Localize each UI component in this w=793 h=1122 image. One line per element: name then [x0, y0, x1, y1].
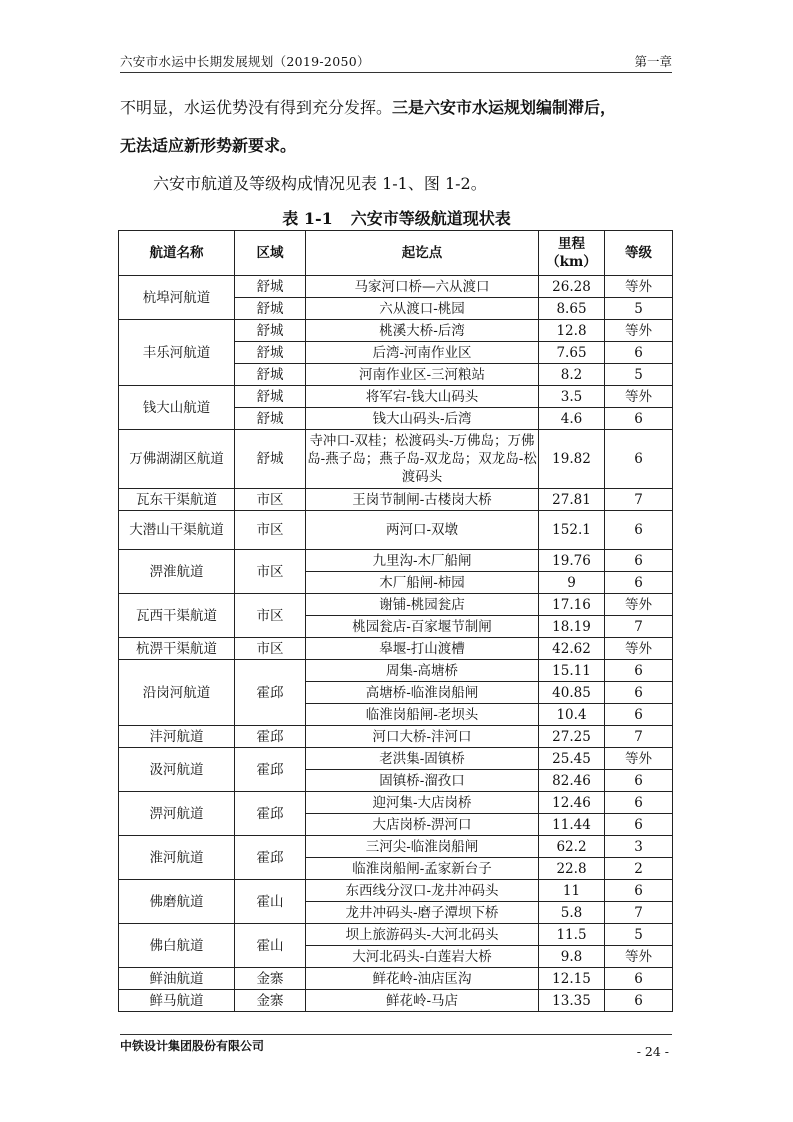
cell-route: 大河北码头-白莲岩大桥: [306, 946, 539, 968]
cell-waterway-name: 淮河航道: [119, 836, 235, 880]
cell-route: 桃园瓮店-百家堰节制闸: [306, 616, 539, 638]
cell-length: 17.16: [539, 594, 605, 616]
cell-area: 舒城: [235, 364, 306, 386]
cell-grade: 6: [605, 990, 673, 1012]
cell-length: 12.46: [539, 792, 605, 814]
cell-length: 26.28: [539, 276, 605, 298]
table-row: [119, 660, 673, 682]
table-row: [119, 792, 673, 814]
cell-length: 13.35: [539, 990, 605, 1012]
cell-route: 坝上旅游码头-大河北码头: [306, 924, 539, 946]
cell-waterway-name: 佛白航道: [119, 924, 235, 968]
cell-length: 5.8: [539, 902, 605, 924]
cell-route: 桃溪大桥-后湾: [306, 320, 539, 342]
cell-route: 后湾-河南作业区: [306, 342, 539, 364]
cell-route: 龙井冲码头-磨子潭坝下桥: [306, 902, 539, 924]
cell-length: 152.1: [539, 511, 605, 550]
cell-length: 9.8: [539, 946, 605, 968]
cell-grade: 7: [605, 726, 673, 748]
cell-route: 鲜花岭-马店: [306, 990, 539, 1012]
cell-area: 霍山: [235, 880, 306, 924]
cell-area: 舒城: [235, 320, 306, 342]
cell-length: 27.81: [539, 489, 605, 511]
cell-grade: 等外: [605, 276, 673, 298]
cell-route: 王岗节制闸-古楼岗大桥: [306, 489, 539, 511]
cell-waterway-name: 汲河航道: [119, 748, 235, 792]
table-row: [119, 489, 673, 511]
cell-length: 4.6: [539, 408, 605, 430]
cell-length: 25.45: [539, 748, 605, 770]
cell-waterway-name: 鲜马航道: [119, 990, 235, 1012]
cell-route: 九里沟-木厂船闸: [306, 550, 539, 572]
table-row: [119, 594, 673, 616]
cell-waterway-name: 淠淮航道: [119, 550, 235, 594]
footer-rule: [120, 1034, 672, 1035]
cell-route: 固镇桥-溜孜口: [306, 770, 539, 792]
cell-route: 高塘桥-临淮岗船闸: [306, 682, 539, 704]
header-route: 起讫点: [306, 231, 539, 276]
cell-route: 迎河集-大店岗桥: [306, 792, 539, 814]
cell-grade: 等外: [605, 594, 673, 616]
cell-grade: 等外: [605, 748, 673, 770]
table-caption-number: 表 1-1: [282, 209, 333, 228]
table-row: [119, 726, 673, 748]
cell-grade: 6: [605, 682, 673, 704]
cell-grade: 5: [605, 924, 673, 946]
cell-area: 舒城: [235, 342, 306, 364]
cell-grade: 6: [605, 408, 673, 430]
cell-route: 临淮岗船闸-孟家新台子: [306, 858, 539, 880]
cell-length: 82.46: [539, 770, 605, 792]
cell-grade: 等外: [605, 386, 673, 408]
cell-grade: 7: [605, 902, 673, 924]
cell-route: 皋堰-打山渡槽: [306, 638, 539, 660]
cell-grade: 5: [605, 364, 673, 386]
cell-route: 河南作业区-三河粮站: [306, 364, 539, 386]
table-row: [119, 836, 673, 858]
cell-route: 三河尖-临淮岗船闸: [306, 836, 539, 858]
header-chapter: 第一章: [634, 54, 672, 69]
cell-grade: 6: [605, 968, 673, 990]
cell-length: 8.65: [539, 298, 605, 320]
cell-length: 27.25: [539, 726, 605, 748]
page-header: [120, 48, 672, 73]
cell-area: 舒城: [235, 276, 306, 298]
cell-length: 11.5: [539, 924, 605, 946]
header-grade: 等级: [605, 231, 673, 276]
cell-grade: 等外: [605, 320, 673, 342]
table-caption-title: 六安市等级航道现状表: [350, 209, 511, 228]
header-title: 六安市水运中长期发展规划（2019-2050）: [120, 54, 370, 69]
cell-waterway-name: 淠河航道: [119, 792, 235, 836]
cell-grade: 6: [605, 660, 673, 682]
cell-route: 鲜花岭-油店匡沟: [306, 968, 539, 990]
cell-grade: 等外: [605, 946, 673, 968]
cell-area: 舒城: [235, 298, 306, 320]
cell-route: 临淮岗船闸-老坝头: [306, 704, 539, 726]
waterway-table: [118, 230, 673, 1012]
cell-waterway-name: 佛磨航道: [119, 880, 235, 924]
cell-route: 木厂船闸-柿园: [306, 572, 539, 594]
cell-route: 谢铺-桃园瓮店: [306, 594, 539, 616]
table-row: [119, 748, 673, 770]
cell-length: 18.19: [539, 616, 605, 638]
cell-length: 40.85: [539, 682, 605, 704]
table-row: [119, 638, 673, 660]
cell-length: 10.4: [539, 704, 605, 726]
cell-route: 周集-高塘桥: [306, 660, 539, 682]
cell-waterway-name: 大潜山干渠航道: [119, 511, 235, 550]
cell-area: 舒城: [235, 430, 306, 489]
cell-grade: 6: [605, 511, 673, 550]
table-row: [119, 924, 673, 946]
cell-grade: 6: [605, 770, 673, 792]
cell-length: 42.62: [539, 638, 605, 660]
cell-route: 大店岗桥-淠河口: [306, 814, 539, 836]
cell-area: 市区: [235, 489, 306, 511]
cell-grade: 6: [605, 704, 673, 726]
cell-route: 钱大山码头-后湾: [306, 408, 539, 430]
cell-grade: 6: [605, 342, 673, 364]
table-row: [119, 968, 673, 990]
cell-area: 霍邱: [235, 792, 306, 836]
cell-waterway-name: 杭淠干渠航道: [119, 638, 235, 660]
cell-area: 霍邱: [235, 748, 306, 792]
cell-length: 15.11: [539, 660, 605, 682]
cell-waterway-name: 鲜油航道: [119, 968, 235, 990]
cell-length: 11: [539, 880, 605, 902]
cell-area: 金寨: [235, 990, 306, 1012]
cell-waterway-name: 杭埠河航道: [119, 276, 235, 320]
cell-area: 舒城: [235, 408, 306, 430]
cell-area: 市区: [235, 550, 306, 594]
cell-grade: 等外: [605, 638, 673, 660]
paragraph-line-1: [120, 98, 680, 118]
cell-length: 12.15: [539, 968, 605, 990]
paragraph-bold-text: 三是六安市水运规划编制滞后，: [392, 98, 617, 117]
header-name: 航道名称: [119, 231, 235, 276]
cell-length: 12.8: [539, 320, 605, 342]
cell-length: 8.2: [539, 364, 605, 386]
cell-area: 霍邱: [235, 726, 306, 748]
table-row: [119, 430, 673, 489]
cell-route: 马家河口桥—六从渡口: [306, 276, 539, 298]
table-row: [119, 276, 673, 298]
cell-length: 19.82: [539, 430, 605, 489]
cell-waterway-name: 瓦东干渠航道: [119, 489, 235, 511]
table-row: [119, 880, 673, 902]
cell-waterway-name: 瓦西干渠航道: [119, 594, 235, 638]
table-row: [119, 320, 673, 342]
paragraph-text: 不明显，水运优势没有得到充分发挥。: [120, 98, 393, 117]
table-caption: [0, 206, 793, 229]
table-body: [119, 276, 673, 1012]
cell-length: 11.44: [539, 814, 605, 836]
cell-area: 舒城: [235, 386, 306, 408]
cell-route: 六从渡口-桃园: [306, 298, 539, 320]
cell-grade: 6: [605, 792, 673, 814]
cell-grade: 5: [605, 298, 673, 320]
cell-route: 老洪集-固镇桥: [306, 748, 539, 770]
cell-grade: 2: [605, 858, 673, 880]
cell-grade: 6: [605, 814, 673, 836]
footer-company: 中铁设计集团股份有限公司: [120, 1039, 265, 1053]
cell-area: 霍山: [235, 924, 306, 968]
cell-grade: 3: [605, 836, 673, 858]
table-row: [119, 386, 673, 408]
cell-grade: 7: [605, 489, 673, 511]
cell-length: 9: [539, 572, 605, 594]
cell-area: 市区: [235, 638, 306, 660]
cell-grade: 7: [605, 616, 673, 638]
header-length: [539, 231, 605, 276]
table-row: [119, 511, 673, 550]
header-area: 区域: [235, 231, 306, 276]
cell-waterway-name: 沿岗河航道: [119, 660, 235, 726]
cell-route: 河口大桥-沣河口: [306, 726, 539, 748]
table-row: [119, 550, 673, 572]
cell-length: 22.8: [539, 858, 605, 880]
cell-grade: 6: [605, 572, 673, 594]
cell-area: 霍邱: [235, 836, 306, 880]
cell-area: 市区: [235, 511, 306, 550]
cell-waterway-name: 沣河航道: [119, 726, 235, 748]
cell-route: 东西线分汊口-龙井冲码头: [306, 880, 539, 902]
cell-waterway-name: 丰乐河航道: [119, 320, 235, 386]
header-length-unit: （km）: [546, 254, 597, 270]
cell-length: 3.5: [539, 386, 605, 408]
cell-grade: 6: [605, 430, 673, 489]
cell-waterway-name: 钱大山航道: [119, 386, 235, 430]
cell-route: 将军宕-钱大山码头: [306, 386, 539, 408]
paragraph-line-2: 无法适应新形势新要求。: [120, 136, 297, 155]
cell-route: 寺冲口-双桂；松渡码头-万佛岛；万佛岛-燕子岛；燕子岛-双龙岛；双龙岛-松渡码头: [306, 430, 539, 489]
cell-route: 两河口-双墩: [306, 511, 539, 550]
cell-length: 62.2: [539, 836, 605, 858]
table-row: [119, 990, 673, 1012]
cell-length: 7.65: [539, 342, 605, 364]
footer-page-number: - 24 -: [636, 1044, 669, 1059]
cell-area: 市区: [235, 594, 306, 638]
header-length-label: 里程: [558, 236, 585, 252]
cell-waterway-name: 万佛湖湖区航道: [119, 430, 235, 489]
cell-grade: 6: [605, 880, 673, 902]
paragraph-line-3: 六安市航道及等级构成情况见表 1-1、图 1-2。: [153, 174, 487, 193]
cell-area: 霍邱: [235, 660, 306, 726]
cell-length: 19.76: [539, 550, 605, 572]
cell-grade: 6: [605, 550, 673, 572]
cell-area: 金寨: [235, 968, 306, 990]
